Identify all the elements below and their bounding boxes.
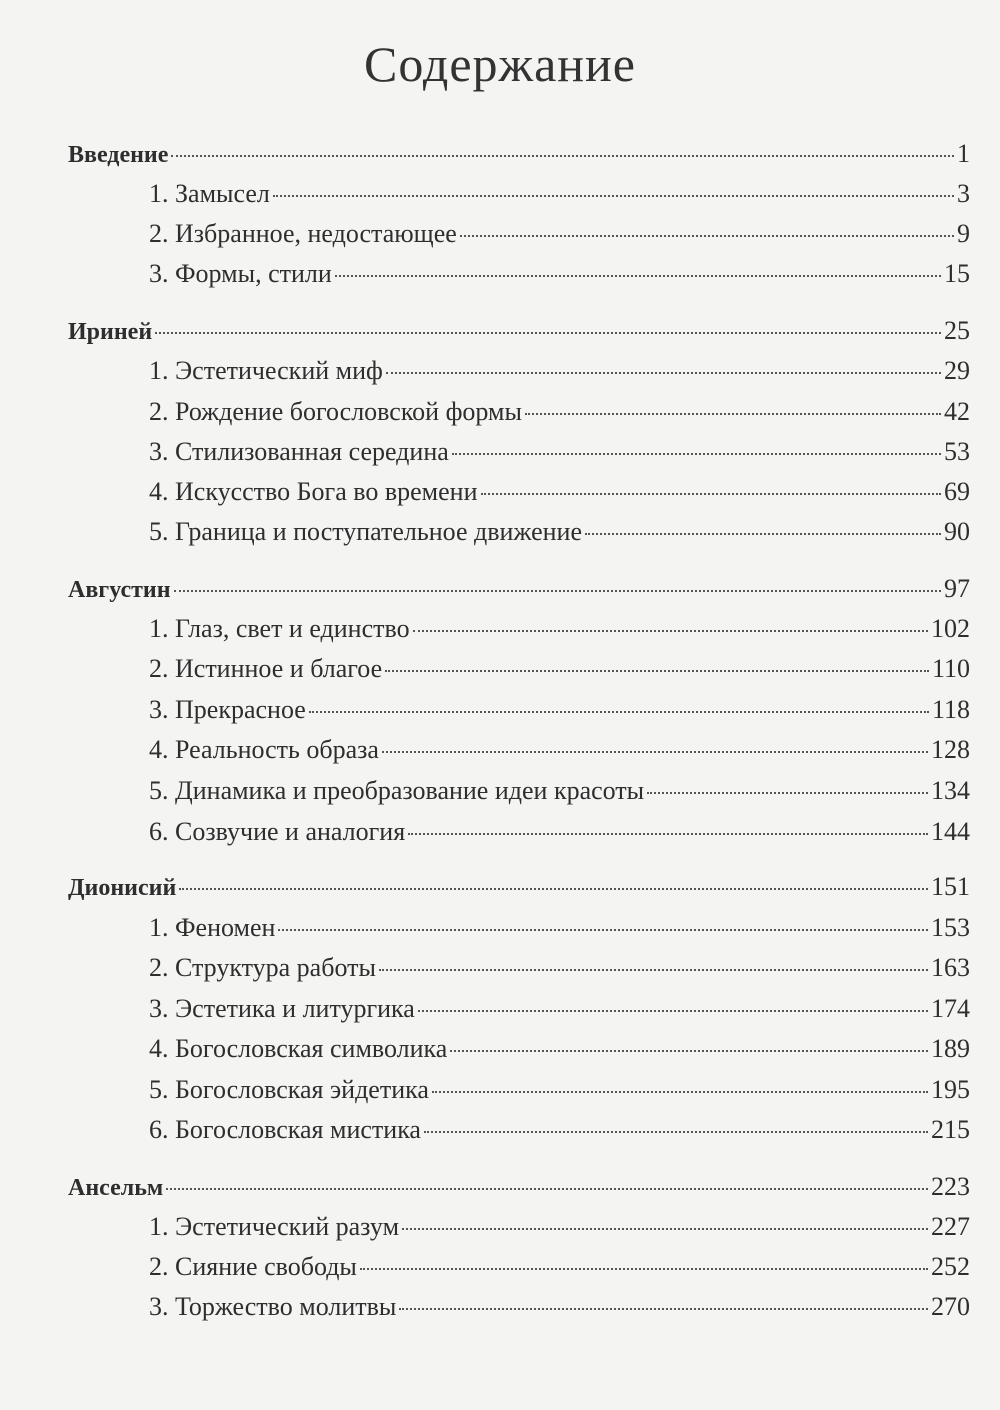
dot-leader xyxy=(174,590,941,592)
dot-leader xyxy=(413,630,928,632)
dot-leader xyxy=(309,711,929,713)
toc-label: 1. Глаз, свет и единство xyxy=(149,614,410,643)
toc-item[interactable] xyxy=(149,174,970,214)
dot-leader xyxy=(424,1131,928,1133)
toc-label: 1. Феномен xyxy=(149,913,276,942)
toc-page-number: 118 xyxy=(931,695,970,724)
dot-leader xyxy=(481,493,942,495)
dot-leader xyxy=(179,888,928,890)
toc-page-number: 3 xyxy=(957,179,970,208)
toc-page-number: 53 xyxy=(944,437,970,466)
toc-label: 3. Эстетика и литургика xyxy=(149,994,415,1023)
toc-item[interactable] xyxy=(149,989,970,1029)
dot-leader xyxy=(155,332,941,334)
toc-label: 6. Богословская мистика xyxy=(149,1115,421,1144)
toc-section[interactable] xyxy=(68,569,970,609)
page-title: Содержание xyxy=(364,36,636,92)
toc-label: 1. Эстетический разум xyxy=(149,1212,400,1241)
dot-leader xyxy=(385,670,929,672)
dot-leader xyxy=(585,533,941,535)
toc-page-number: 174 xyxy=(931,994,970,1023)
toc-item[interactable] xyxy=(149,1247,970,1287)
dot-leader xyxy=(525,413,941,415)
toc-page-number: 270 xyxy=(931,1292,970,1321)
toc-page-number: 15 xyxy=(944,259,970,288)
toc-item[interactable] xyxy=(149,908,970,948)
toc-page-number: 102 xyxy=(931,614,970,643)
toc-page-number: 134 xyxy=(931,776,970,805)
toc-page-number: 97 xyxy=(944,574,970,603)
toc-label: 3. Стилизованная середина xyxy=(149,437,449,466)
dot-leader xyxy=(382,751,928,753)
toc-section[interactable] xyxy=(68,311,970,351)
toc-item[interactable] xyxy=(149,472,970,512)
toc-label: 3. Торжество молитвы xyxy=(149,1292,397,1321)
toc-page-number: 42 xyxy=(944,397,970,426)
toc-label: Введение xyxy=(68,142,169,168)
toc-item[interactable] xyxy=(149,1110,970,1150)
dot-leader xyxy=(360,1268,928,1270)
toc-item[interactable] xyxy=(149,254,970,294)
toc-item[interactable] xyxy=(149,351,970,391)
toc-page-number: 227 xyxy=(931,1212,970,1241)
dot-leader xyxy=(399,1308,928,1310)
toc-label: 6. Созвучие и аналогия xyxy=(149,817,406,846)
toc-page-number: 9 xyxy=(957,219,970,248)
toc-item[interactable] xyxy=(149,1070,970,1110)
toc-page-number: 163 xyxy=(931,953,970,982)
toc-label: 2. Рождение богословской формы xyxy=(149,397,522,426)
toc-item[interactable] xyxy=(149,432,970,472)
toc-page-number: 215 xyxy=(931,1115,970,1144)
toc-item[interactable] xyxy=(149,1207,970,1247)
toc-section[interactable] xyxy=(68,1167,970,1207)
dot-leader xyxy=(386,372,941,374)
toc-label: Дионисий xyxy=(68,875,177,901)
toc-page-number: 69 xyxy=(944,477,970,506)
dot-leader xyxy=(402,1228,928,1230)
toc-label: 1. Эстетический миф xyxy=(149,356,383,385)
toc-item[interactable] xyxy=(149,948,970,988)
dot-leader xyxy=(379,969,928,971)
dot-leader xyxy=(432,1091,928,1093)
toc-page-number: 25 xyxy=(944,316,970,345)
toc-label: 2. Сияние свободы xyxy=(149,1252,357,1281)
toc-item[interactable] xyxy=(149,771,970,811)
toc-page-number: 29 xyxy=(944,356,970,385)
dot-leader xyxy=(335,275,941,277)
toc-item[interactable] xyxy=(149,512,970,552)
dot-leader xyxy=(171,155,954,157)
dot-leader xyxy=(418,1010,928,1012)
dot-leader xyxy=(460,235,954,237)
toc-page-number: 195 xyxy=(931,1075,970,1104)
toc-item[interactable] xyxy=(149,1029,970,1069)
toc-item[interactable] xyxy=(149,812,970,852)
toc-page-number: 223 xyxy=(931,1172,970,1201)
toc-page-number: 153 xyxy=(931,913,970,942)
toc-page-number: 1 xyxy=(957,139,970,168)
dot-leader xyxy=(408,833,928,835)
toc-label: 1. Замысел xyxy=(149,179,270,208)
toc-page-number: 151 xyxy=(931,872,970,901)
toc-page-number: 128 xyxy=(931,735,970,764)
toc-section[interactable] xyxy=(68,134,970,174)
toc-label: 2. Истинное и благое xyxy=(149,654,383,683)
toc-item[interactable] xyxy=(149,609,970,649)
toc-item[interactable] xyxy=(149,1287,970,1327)
toc-page-number: 189 xyxy=(931,1034,970,1063)
toc-label: 2. Структура работы xyxy=(149,953,376,982)
toc-item[interactable] xyxy=(149,690,970,730)
toc-section[interactable] xyxy=(68,867,970,907)
toc-label: 4. Реальность образа xyxy=(149,735,379,764)
dot-leader xyxy=(452,453,941,455)
toc-label: 5. Граница и поступательное движение xyxy=(149,517,582,546)
toc-item[interactable] xyxy=(149,214,970,254)
dot-leader xyxy=(647,792,928,794)
toc-page-number: 144 xyxy=(931,817,970,846)
toc-label: 5. Динамика и преобразование идеи красоты xyxy=(149,776,645,805)
toc-item[interactable] xyxy=(149,649,970,689)
toc-item[interactable] xyxy=(149,730,970,770)
toc-label: 5. Богословская эйдетика xyxy=(149,1075,429,1104)
toc-label: 2. Избранное, недостающее xyxy=(149,219,457,248)
toc-item[interactable] xyxy=(149,392,970,432)
dot-leader xyxy=(166,1188,928,1190)
toc-label: 4. Богословская символика xyxy=(149,1034,448,1063)
toc-label: Ансельм xyxy=(68,1175,164,1201)
dot-leader xyxy=(278,929,928,931)
dot-leader xyxy=(273,195,954,197)
toc-page-number: 252 xyxy=(931,1252,970,1281)
dot-leader xyxy=(450,1050,928,1052)
toc-label: Августин xyxy=(68,577,171,603)
toc-label: 3. Прекрасное xyxy=(149,695,306,724)
toc-label: 4. Искусство Бога во времени xyxy=(149,477,478,506)
toc-page-number: 110 xyxy=(931,654,970,683)
toc-page-number: 90 xyxy=(944,517,970,546)
toc-label: 3. Формы, стили xyxy=(149,259,332,288)
toc-label: Ириней xyxy=(68,319,153,345)
